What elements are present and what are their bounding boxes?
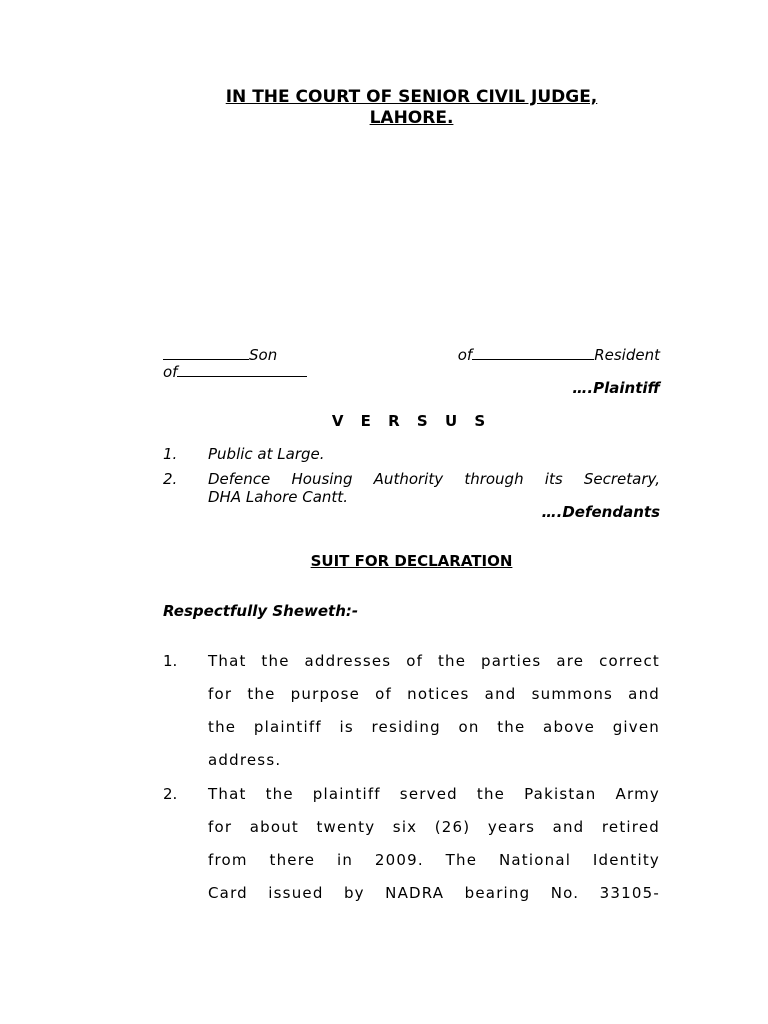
defendant-text-line-1: Defence Housing Authority through its Secretary, bbox=[208, 470, 660, 488]
defendant-text bbox=[208, 470, 660, 506]
salutation: Respectfully Sheweth:- bbox=[163, 602, 359, 620]
plaintiff-role-label: ….Plaintiff bbox=[572, 379, 660, 397]
paragraph-line: That the addresses of the parties are correct bbox=[208, 652, 660, 670]
defendant-number: 2. bbox=[163, 470, 178, 488]
defendant-text-line-2: DHA Lahore Cantt. bbox=[208, 488, 348, 506]
court-title-line-1: IN THE COURT OF SENIOR CIVIL JUDGE, bbox=[225, 87, 598, 107]
paragraph-line: address. bbox=[208, 751, 282, 769]
plaintiff-line-1 bbox=[163, 346, 660, 364]
paragraph-line: from there in 2009. The National Identity bbox=[208, 851, 660, 869]
defendant-number: 1. bbox=[163, 445, 178, 463]
court-title-line-2: LAHORE. bbox=[369, 108, 454, 128]
son-label: Son bbox=[249, 346, 278, 364]
paragraph-line: Card issued by NADRA bearing No. 33105- bbox=[208, 884, 660, 902]
paragraph-line: the plaintiff is residing on the above given bbox=[208, 718, 660, 736]
resident-label: Resident bbox=[594, 346, 660, 364]
plaintiff-name-segment bbox=[163, 346, 277, 364]
versus-heading: V E R S U S bbox=[331, 412, 492, 430]
paragraph-line: That the plaintiff served the Pakistan Army bbox=[208, 785, 660, 803]
father-name-segment bbox=[458, 346, 660, 364]
address-blank bbox=[177, 363, 307, 377]
suit-title: SUIT FOR DECLARATION bbox=[310, 552, 513, 570]
defendants-role-label: ….Defendants bbox=[541, 503, 660, 521]
paragraph-line: for the purpose of notices and summons and bbox=[208, 685, 660, 703]
of-label-2: of bbox=[163, 363, 178, 381]
defendant-text: Public at Large. bbox=[208, 445, 325, 463]
paragraph-number: 2. bbox=[163, 785, 178, 803]
of-label: of bbox=[457, 346, 473, 364]
paragraph-number: 1. bbox=[163, 652, 178, 670]
plaintiff-name-blank bbox=[163, 346, 249, 360]
father-name-blank bbox=[472, 346, 594, 360]
paragraph-line: for about twenty six (26) years and retired bbox=[208, 818, 660, 836]
